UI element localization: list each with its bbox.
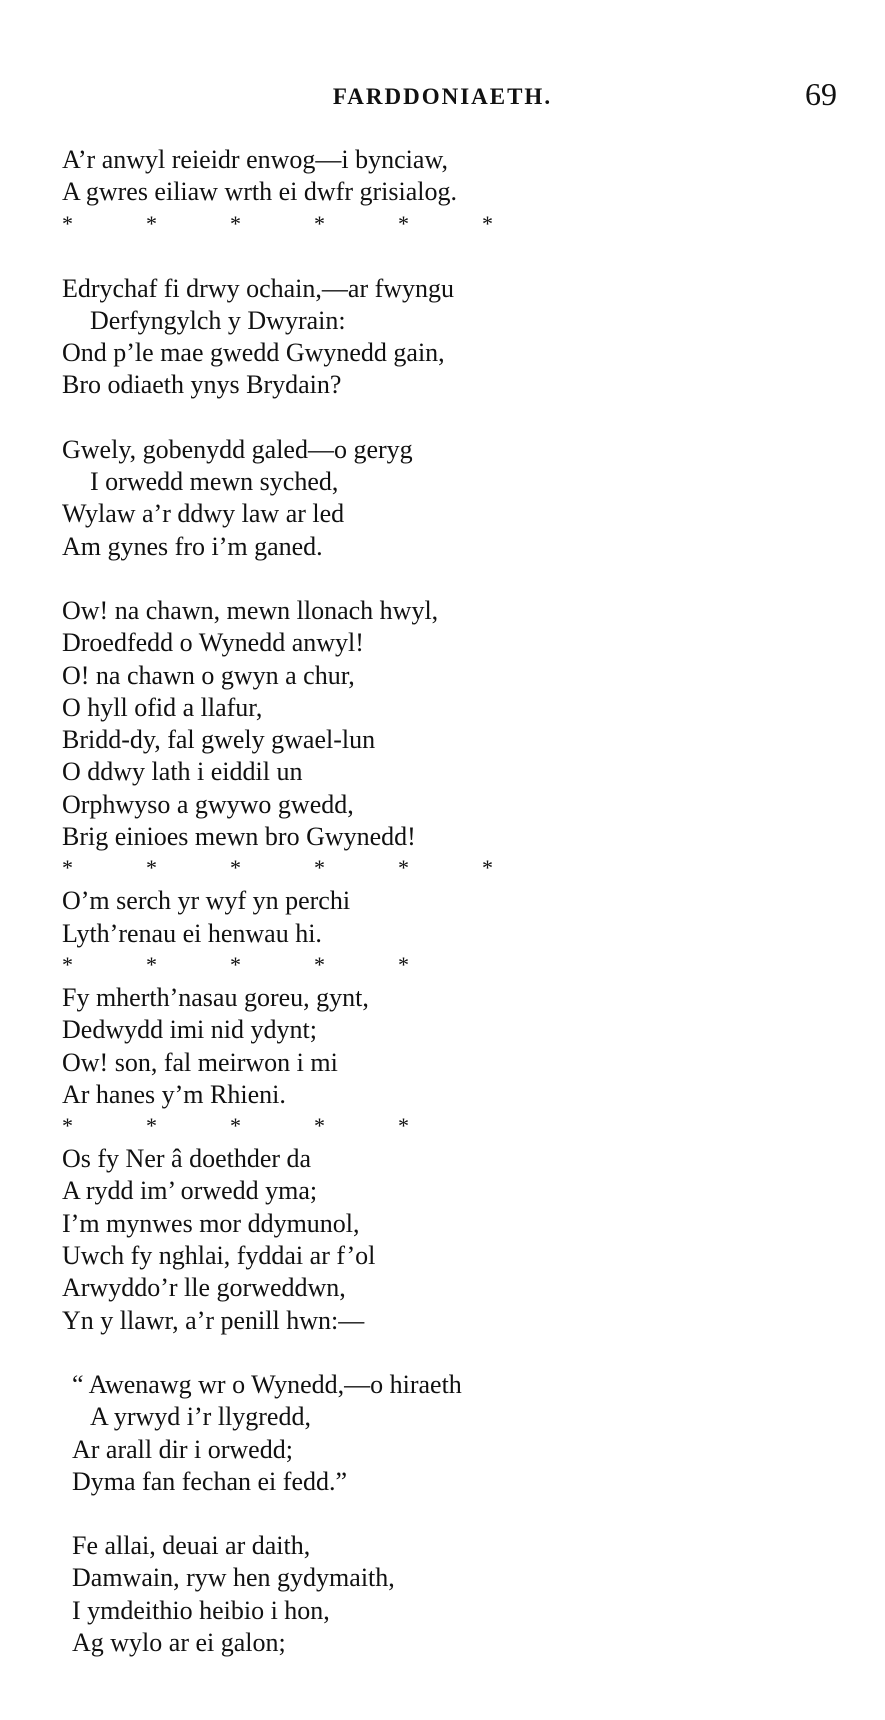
poem-line: Ar arall dir i orwedd;	[72, 1434, 293, 1464]
asterisk: *	[398, 951, 409, 977]
asterisk: *	[62, 951, 73, 977]
stanza	[62, 595, 842, 853]
poem-line: A’r anwyl reieidr enwog—i bynciaw,	[62, 145, 449, 174]
poem-line: Arwyddo’r lle gorweddwn,	[62, 1273, 346, 1303]
asterisk: *	[398, 1113, 409, 1139]
poem-line: Edrychaf fi drwy ochain,—ar fwyngu	[62, 273, 455, 303]
poem-line: Ow! son, fal meirwon i mi	[62, 1047, 338, 1077]
poem-line: Dedwydd imi nid ydynt;	[62, 1015, 317, 1045]
asterisk: *	[314, 210, 325, 236]
asterisk: *	[482, 855, 493, 881]
poem-line: Orphwyso a gwywo gwedd,	[62, 789, 354, 819]
poem-line: O! na chawn o gwyn a chur,	[62, 660, 355, 690]
asterisk-divider	[62, 853, 842, 885]
stanza	[62, 1143, 842, 1337]
poem-line: Ar hanes y’m Rhieni.	[62, 1079, 286, 1109]
asterisk: *	[146, 855, 157, 881]
poem-line: Fy mherth’nasau goreu, gynt,	[62, 982, 369, 1012]
stanza	[62, 982, 842, 1111]
poem-line: Bridd-dy, fal gwely gwael-lun	[62, 725, 376, 755]
asterisk: *	[62, 1113, 73, 1139]
stanza-gap	[62, 563, 842, 595]
asterisk: *	[398, 855, 409, 881]
poem-line: Gwely, gobenydd galed—o geryg	[62, 434, 413, 464]
asterisk-divider	[62, 1111, 842, 1143]
asterisk-divider	[62, 209, 842, 241]
running-header: FARDDONIAETH.	[332, 84, 553, 109]
poem-line: Os fy Ner â doethder da	[62, 1144, 312, 1174]
poem-line: Ond p’le mae gwedd Gwynedd gain,	[62, 338, 445, 368]
poem-line: “ Awenawg wr o Wynedd,—o hiraeth	[72, 1369, 462, 1399]
poem-line: A gwres eiliaw wrth ei dwfr grisialog.	[62, 177, 457, 207]
asterisk: *	[230, 951, 241, 977]
poem-line: Derfyngylch y Dwyrain:	[90, 305, 346, 335]
page-number: 69	[805, 76, 837, 112]
poem-body	[62, 144, 842, 1659]
asterisk: *	[314, 951, 325, 977]
asterisk: *	[62, 210, 73, 236]
poem-line: Brig einioes mewn bro Gwynedd!	[62, 822, 416, 852]
stanza	[62, 1530, 842, 1659]
poem-line: I orwedd mewn syched,	[90, 467, 339, 497]
poem-line: Lyth’renau ei henwau hi.	[62, 918, 322, 948]
poem-line: Am gynes fro i’m ganed.	[62, 531, 323, 561]
stanza	[62, 434, 842, 563]
stanza	[62, 885, 842, 950]
poem-line: Bro odiaeth ynys Brydain?	[62, 370, 342, 400]
stanza	[62, 273, 842, 402]
stanza-gap	[62, 241, 842, 273]
stanza-gap	[62, 1498, 842, 1530]
asterisk: *	[62, 855, 73, 881]
poem-line: Yn y llawr, a’r penill hwn:—	[62, 1305, 365, 1335]
asterisk: *	[314, 855, 325, 881]
asterisk: *	[230, 1113, 241, 1139]
asterisk: *	[230, 855, 241, 881]
asterisk: *	[482, 210, 493, 236]
poem-line: O ddwy lath i eiddil un	[62, 757, 303, 787]
stanza-gap	[62, 1337, 842, 1369]
poem-line: O’m serch yr wyf yn perchi	[62, 886, 351, 916]
stanza-gap	[62, 402, 842, 434]
asterisk-divider	[62, 950, 842, 982]
poem-line: O hyll ofid a llafur,	[62, 692, 263, 722]
epitaph-stanza	[62, 1369, 842, 1498]
poem-line: Ag wylo ar ei galon;	[72, 1627, 286, 1657]
poem-line: Dyma fan fechan ei fedd.”	[72, 1466, 348, 1496]
asterisk: *	[314, 1113, 325, 1139]
poem-line: Wylaw a’r ddwy law ar led	[62, 499, 345, 529]
asterisk: *	[398, 210, 409, 236]
asterisk: *	[146, 951, 157, 977]
poem-line: I ymdeithio heibio i hon,	[72, 1595, 330, 1625]
poem-line: Fe allai, deuai ar daith,	[72, 1531, 311, 1561]
poem-line: Droedfedd o Wynedd anwyl!	[62, 628, 364, 658]
asterisk: *	[146, 210, 157, 236]
poem-line: I’m mynwes mor ddymunol,	[62, 1208, 360, 1238]
poem-line: A yrwyd i’r llygredd,	[90, 1402, 311, 1432]
poem-line: Damwain, ryw hen gydymaith,	[72, 1563, 395, 1593]
stanza	[62, 144, 842, 209]
poem-line: Uwch fy nghlai, fyddai ar f’ol	[62, 1241, 376, 1271]
asterisk: *	[146, 1113, 157, 1139]
asterisk: *	[230, 210, 241, 236]
poem-line: A rydd im’ orwedd yma;	[62, 1176, 318, 1206]
poem-line: Ow! na chawn, mewn llonach hwyl,	[62, 595, 439, 625]
